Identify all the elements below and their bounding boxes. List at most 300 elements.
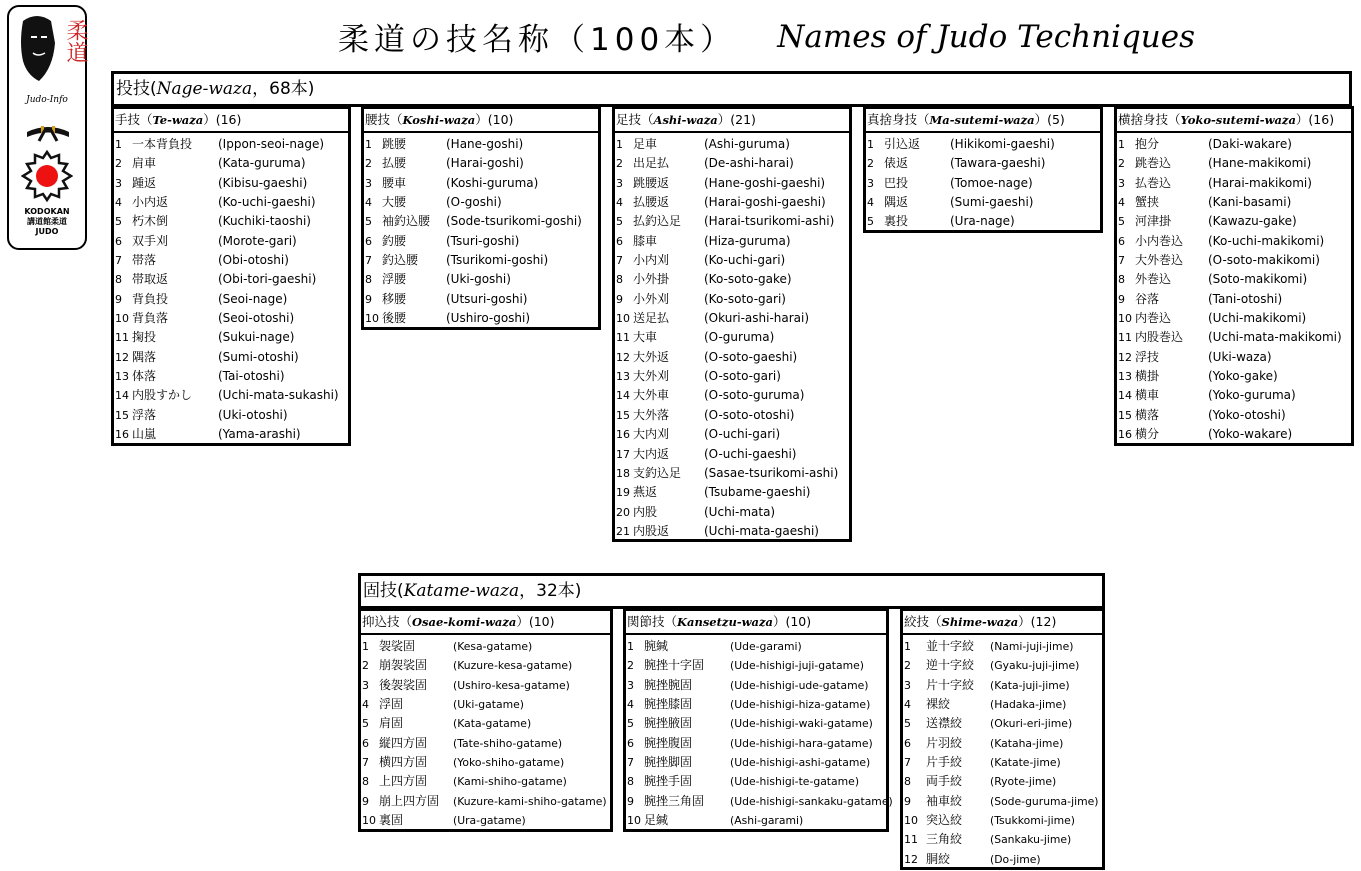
technique-number: 8: [627, 775, 634, 789]
technique-row: [364, 135, 598, 154]
technique-name-romaji: (O-soto-makikomi): [1208, 253, 1320, 268]
technique-name-jp: 横四方固: [379, 755, 428, 770]
technique-row: [1117, 270, 1351, 289]
technique-name-romaji: (Ude-garami): [730, 640, 802, 653]
technique-name-romaji: (Seoi-otoshi): [218, 311, 295, 326]
technique-name-romaji: (Ude-hishigi-ashi-gatame): [730, 756, 871, 770]
technique-group: [863, 106, 1103, 233]
technique-name-jp: 釣込腰: [382, 253, 419, 268]
technique-number: 9: [1118, 292, 1125, 306]
technique-row: [615, 503, 849, 522]
technique-name-romaji: (Uki-goshi): [446, 272, 511, 287]
technique-number: 15: [1118, 408, 1132, 422]
technique-group-heading: [615, 109, 849, 133]
technique-row: [114, 328, 348, 347]
technique-name-romaji: (Uki-waza): [1208, 349, 1272, 364]
technique-number: 4: [1118, 196, 1125, 210]
technique-name-jp: 巴投: [884, 175, 909, 190]
technique-row: [114, 290, 348, 309]
technique-number: 4: [616, 196, 623, 210]
technique-row: [615, 445, 849, 464]
technique-name-romaji: (O-goshi): [446, 195, 502, 210]
technique-name-jp: 大外巻込: [1135, 253, 1184, 268]
technique-number: 11: [115, 331, 129, 345]
section-heading-count: ，68本): [252, 79, 315, 99]
technique-name-jp: 突込絞: [926, 813, 963, 828]
technique-name-romaji: (Kataha-jime): [990, 736, 1064, 750]
technique-name-romaji: (Uchi-makikomi): [1208, 311, 1307, 326]
technique-name-jp: 引込返: [884, 137, 921, 151]
group-heading-jp: 抑込技（: [362, 614, 413, 629]
logo-org-kanji: 講道館柔道: [27, 217, 67, 226]
technique-name-jp: 横分: [1135, 427, 1160, 442]
technique-number: 9: [115, 292, 122, 306]
group-heading-jp: 絞技（: [904, 614, 942, 629]
technique-name-romaji: (Kani-basami): [1208, 195, 1292, 210]
technique-name-romaji: (Obi-tori-gaeshi): [218, 272, 317, 287]
group-heading-count: ）(16): [1295, 112, 1335, 127]
technique-number: 2: [616, 157, 623, 171]
technique-number: 10: [616, 312, 630, 326]
technique-number: 4: [904, 698, 911, 712]
technique-number: 2: [115, 157, 122, 171]
technique-name-romaji: (Ude-hishigi-hiza-gatame): [730, 698, 871, 712]
technique-name-jp: 燕返: [633, 485, 658, 500]
technique-name-romaji: (Harai-makikomi): [1208, 175, 1312, 190]
technique-name-jp: 帯落: [132, 253, 157, 268]
technique-name-romaji: (Hiza-guruma): [704, 233, 791, 248]
technique-row: [615, 154, 849, 173]
technique-row: [1117, 348, 1351, 367]
technique-row: [1117, 154, 1351, 173]
technique-number: 11: [1118, 331, 1132, 345]
technique-name-jp: 一本背負投: [132, 137, 193, 151]
technique-name-jp: 跳腰: [382, 137, 407, 151]
technique-row: [361, 637, 610, 656]
technique-name-romaji: (Ko-soto-gake): [704, 272, 792, 287]
technique-name-romaji: (O-guruma): [704, 330, 775, 345]
technique-row: [114, 309, 348, 328]
technique-name-jp: 逆十字絞: [926, 658, 975, 673]
technique-row: [364, 174, 598, 193]
technique-group-heading: [866, 109, 1100, 133]
technique-name-romaji: (Uchi-mata-makikomi): [1208, 330, 1342, 345]
technique-number: 12: [1118, 350, 1132, 364]
technique-name-jp: 胴絞: [926, 851, 951, 866]
technique-name-jp: 朽木倒: [132, 214, 169, 229]
technique-number: 6: [1118, 234, 1125, 248]
technique-name-jp: 内股巻込: [1135, 330, 1184, 345]
technique-row: [626, 656, 886, 675]
technique-name-romaji: (Hadaka-jime): [990, 698, 1067, 712]
technique-name-jp: 腕挫腹固: [644, 735, 693, 750]
technique-group: [900, 608, 1105, 870]
technique-row: [114, 193, 348, 212]
nage-waza-section: [111, 71, 1352, 107]
logo-org-name: KODOKAN: [24, 207, 70, 216]
technique-number: 6: [362, 736, 369, 750]
group-heading-count: ）(12): [1018, 614, 1057, 629]
technique-name-romaji: (Hane-makikomi): [1208, 156, 1312, 171]
technique-number: 4: [115, 196, 122, 210]
technique-number: 16: [1118, 428, 1132, 442]
technique-name-romaji: (Ude-hishigi-juji-gatame): [730, 659, 864, 673]
technique-number: 3: [362, 678, 369, 692]
technique-name-jp: 背負投: [132, 291, 169, 306]
technique-name-jp: 縦四方固: [379, 735, 428, 750]
technique-number: 6: [904, 736, 911, 750]
technique-number: 5: [1118, 215, 1125, 229]
technique-name-jp: 浮固: [379, 697, 404, 712]
technique-number: 13: [1118, 370, 1132, 384]
technique-row: [903, 830, 1102, 849]
technique-number: 9: [365, 292, 372, 306]
technique-number: 2: [867, 157, 874, 171]
technique-row: [626, 637, 886, 656]
technique-number: 1: [616, 138, 623, 151]
technique-name-jp: 片十字絞: [926, 677, 975, 692]
technique-row: [364, 270, 598, 289]
technique-name-jp: 両手絞: [926, 774, 963, 789]
technique-name-romaji: (Yoko-guruma): [1208, 388, 1296, 403]
technique-number: 4: [362, 698, 369, 712]
technique-row: [1117, 174, 1351, 193]
technique-row: [615, 290, 849, 309]
technique-name-romaji: (Kibisu-gaeshi): [218, 175, 308, 190]
technique-number: 5: [362, 717, 369, 731]
technique-number: 3: [627, 678, 634, 692]
technique-name-romaji: (Sankaku-jime): [990, 833, 1072, 847]
technique-name-jp: 浮腰: [382, 272, 407, 287]
technique-name-romaji: (Sode-guruma-jime): [990, 794, 1099, 808]
technique-row: [1117, 386, 1351, 405]
group-heading-jp: 関節技（: [627, 614, 678, 629]
page-title: [338, 14, 1195, 64]
technique-row: [114, 367, 348, 386]
technique-number: 11: [904, 833, 918, 847]
group-heading-roman: Ashi-waza: [653, 113, 718, 127]
technique-name-romaji: (Okuri-eri-jime): [990, 717, 1073, 731]
technique-row: [626, 734, 886, 753]
technique-name-jp: 裏投: [884, 214, 909, 229]
technique-name-jp: 払腰: [382, 156, 407, 171]
technique-number: 1: [867, 138, 874, 151]
technique-row: [361, 811, 610, 830]
technique-name-romaji: (Hane-goshi-gaeshi): [704, 175, 826, 190]
technique-name-romaji: (Do-jime): [990, 852, 1041, 866]
technique-name-romaji: (Ura-gatame): [453, 814, 526, 828]
technique-number: 8: [904, 775, 911, 789]
technique-number: 6: [115, 234, 122, 248]
technique-number: 2: [365, 157, 372, 171]
technique-row: [615, 328, 849, 347]
technique-name-jp: 大車: [633, 330, 658, 345]
technique-number: 10: [365, 312, 379, 326]
technique-name-romaji: (Uchi-mata): [704, 504, 776, 519]
technique-name-romaji: (Tate-shiho-gatame): [453, 736, 563, 750]
technique-row: [1117, 135, 1351, 154]
logo-org-judo: JUDO: [35, 227, 59, 236]
technique-name-romaji: (Ura-nage): [950, 214, 1015, 229]
technique-name-jp: 並十字絞: [926, 639, 975, 653]
technique-name-romaji: (Yoko-wakare): [1208, 427, 1293, 442]
technique-name-romaji: (Tai-otoshi): [218, 369, 285, 384]
technique-name-romaji: (Gyaku-juji-jime): [990, 659, 1080, 673]
technique-name-jp: 大腰: [382, 195, 407, 210]
technique-number: 9: [616, 292, 623, 306]
technique-row: [866, 154, 1100, 173]
technique-number: 5: [627, 717, 634, 731]
technique-number: 1: [362, 640, 369, 653]
technique-row: [615, 135, 849, 154]
technique-row: [903, 656, 1102, 675]
technique-number: 7: [616, 254, 623, 268]
technique-row: [364, 309, 598, 328]
technique-name-romaji: (Kuzure-kesa-gatame): [453, 659, 573, 673]
technique-number: 7: [904, 756, 911, 770]
technique-name-romaji: (Sumi-gaeshi): [950, 195, 1034, 210]
group-heading-count: ）(21): [717, 112, 756, 127]
technique-row: [626, 676, 886, 695]
technique-number: 21: [616, 524, 630, 538]
technique-row: [626, 753, 886, 772]
technique-number: 4: [867, 196, 874, 210]
technique-group-heading: [114, 109, 348, 133]
technique-row: [903, 734, 1102, 753]
technique-name-jp: 谷落: [1135, 291, 1160, 306]
technique-group: [361, 106, 601, 330]
technique-name-romaji: (Soto-makikomi): [1208, 272, 1308, 287]
technique-name-jp: 浮落: [132, 407, 157, 422]
technique-row: [866, 193, 1100, 212]
technique-name-romaji: (O-soto-gari): [704, 369, 781, 384]
technique-row: [615, 270, 849, 289]
technique-row: [615, 425, 849, 444]
technique-name-romaji: (Ushiro-kesa-gatame): [453, 678, 570, 692]
technique-number: 8: [616, 273, 623, 287]
technique-number: 5: [115, 215, 122, 229]
technique-row: [903, 850, 1102, 869]
technique-name-romaji: (Ko-uchi-makikomi): [1208, 233, 1325, 248]
group-heading-roman: Te-waza: [152, 113, 204, 127]
technique-group-heading: [626, 611, 886, 635]
technique-name-jp: 小内返: [132, 195, 169, 210]
technique-number: 10: [627, 814, 641, 828]
page-title-en: Names of Judo Techniques: [777, 18, 1196, 55]
technique-name-jp: 腕挫腕固: [644, 677, 693, 692]
technique-name-romaji: (Tsubame-gaeshi): [704, 485, 811, 500]
technique-name-jp: 体落: [132, 369, 157, 384]
technique-number: 8: [362, 775, 369, 789]
technique-row: [903, 676, 1102, 695]
technique-row: [361, 772, 610, 791]
technique-name-jp: 移腰: [382, 291, 407, 306]
technique-name-jp: 河津掛: [1135, 214, 1172, 229]
technique-row: [1117, 367, 1351, 386]
technique-name-romaji: (Uki-gatame): [453, 698, 524, 712]
technique-name-jp: 大外車: [633, 388, 670, 403]
technique-name-jp: 払釣込足: [633, 214, 682, 229]
technique-name-romaji: (Uki-otoshi): [218, 407, 288, 422]
technique-group-heading: [361, 611, 610, 635]
technique-number: 7: [115, 254, 122, 268]
founder-portrait-icon: [17, 13, 59, 85]
technique-name-jp: 背負落: [132, 311, 169, 326]
technique-row: [1117, 309, 1351, 328]
technique-name-jp: 出足払: [633, 156, 670, 171]
technique-number: 18: [616, 466, 630, 480]
technique-number: 5: [867, 215, 874, 229]
technique-name-jp: 崩袈裟固: [379, 658, 428, 673]
technique-row: [903, 811, 1102, 830]
technique-number: 16: [115, 428, 129, 442]
technique-row: [615, 406, 849, 425]
logo-caption: Judo-Info: [26, 95, 68, 105]
technique-name-jp: 横車: [1135, 388, 1160, 403]
katame-waza-section: [358, 573, 1105, 609]
technique-row: [364, 154, 598, 173]
technique-number: 8: [1118, 273, 1125, 287]
technique-row: [866, 212, 1100, 231]
technique-row: [114, 232, 348, 251]
technique-name-jp: 踵返: [132, 175, 157, 190]
technique-name-jp: 膝車: [633, 233, 658, 248]
technique-number: 12: [115, 350, 129, 364]
technique-row: [364, 251, 598, 270]
technique-name-romaji: (Tsuri-goshi): [446, 233, 520, 248]
technique-name-jp: 釣腰: [382, 233, 407, 248]
technique-number: 1: [365, 138, 372, 151]
group-heading-count: ）(16): [203, 112, 242, 127]
technique-name-romaji: (Harai-goshi-gaeshi): [704, 195, 826, 210]
technique-number: 1: [115, 138, 122, 151]
technique-number: 14: [1118, 389, 1132, 403]
technique-name-romaji: (Nami-juji-jime): [990, 640, 1074, 653]
kodokan-logo: [7, 5, 87, 250]
technique-name-romaji: (Okuri-ashi-harai): [704, 311, 810, 326]
technique-row: [866, 174, 1100, 193]
technique-name-romaji: (Ko-soto-gari): [704, 291, 786, 306]
technique-number: 8: [365, 273, 372, 287]
technique-name-romaji: (O-uchi-gaeshi): [704, 446, 797, 461]
technique-number: 17: [616, 447, 630, 461]
technique-name-jp: 横掛: [1135, 369, 1160, 384]
technique-number: 20: [616, 505, 630, 519]
technique-name-jp: 小外掛: [633, 272, 670, 287]
technique-name-jp: 支釣込足: [633, 465, 682, 480]
technique-row: [114, 406, 348, 425]
technique-number: 16: [616, 428, 630, 442]
technique-row: [114, 348, 348, 367]
technique-row: [361, 714, 610, 733]
group-heading-jp: 腰技（: [365, 112, 403, 127]
section-heading-jp: 投技(: [116, 79, 157, 99]
technique-name-jp: 裏固: [379, 813, 404, 828]
technique-row: [903, 772, 1102, 791]
technique-name-jp: 横落: [1135, 407, 1160, 422]
technique-name-romaji: (Harai-tsurikomi-ashi): [704, 214, 835, 229]
technique-row: [626, 811, 886, 830]
technique-name-jp: 大外返: [633, 349, 670, 364]
technique-name-romaji: (Sode-tsurikomi-goshi): [446, 214, 582, 229]
technique-name-romaji: (Kata-gatame): [453, 717, 532, 731]
technique-name-jp: 肩車: [132, 156, 157, 171]
technique-name-jp: 袖釣込腰: [382, 214, 431, 229]
technique-row: [114, 386, 348, 405]
technique-number: 10: [362, 814, 376, 828]
technique-row: [615, 193, 849, 212]
technique-row: [615, 367, 849, 386]
technique-number: 12: [904, 852, 918, 866]
technique-name-jp: 小内刈: [633, 253, 670, 268]
technique-name-jp: 内股すかし: [132, 388, 193, 403]
technique-name-romaji: (Ude-hishigi-sankaku-gatame): [730, 794, 893, 808]
technique-name-romaji: (O-uchi-gari): [704, 427, 781, 442]
technique-name-romaji: (O-soto-guruma): [704, 388, 805, 403]
technique-row: [903, 792, 1102, 811]
technique-number: 3: [867, 176, 874, 190]
technique-number: 13: [115, 370, 129, 384]
technique-name-jp: 腕挫腋固: [644, 716, 693, 731]
technique-group: [1114, 106, 1354, 446]
technique-number: 1: [904, 640, 911, 653]
technique-number: 3: [115, 176, 122, 190]
technique-name-jp: 払腰返: [633, 195, 670, 210]
technique-row: [114, 154, 348, 173]
technique-number: 1: [1118, 138, 1125, 151]
technique-row: [1117, 328, 1351, 347]
group-heading-count: ）(10): [516, 614, 555, 629]
technique-row: [361, 792, 610, 811]
section-heading-roman: Katame-waza: [403, 581, 520, 601]
technique-row: [903, 695, 1102, 714]
section-heading-roman: Nage-waza: [156, 79, 253, 99]
technique-row: [361, 676, 610, 695]
technique-number: 2: [1118, 157, 1125, 171]
technique-name-jp: 俵返: [884, 156, 909, 171]
technique-name-jp: 上四方固: [379, 774, 428, 789]
technique-name-jp: 帯取返: [132, 272, 169, 287]
technique-name-jp: 山嵐: [132, 427, 157, 442]
technique-name-jp: 払巻込: [1135, 175, 1172, 190]
technique-number: 8: [115, 273, 122, 287]
technique-name-romaji: (Ko-uchi-gari): [704, 253, 786, 268]
technique-number: 6: [627, 736, 634, 750]
technique-row: [903, 753, 1102, 772]
technique-number: 5: [904, 717, 911, 731]
group-heading-jp: 横捨身技（: [1118, 112, 1181, 127]
technique-name-romaji: (Ude-hishigi-te-gatame): [730, 775, 860, 789]
technique-name-romaji: (Ippon-seoi-nage): [218, 137, 325, 151]
technique-row: [615, 212, 849, 231]
technique-number: 15: [115, 408, 129, 422]
technique-name-romaji: (Yoko-shiho-gatame): [453, 756, 565, 770]
technique-name-romaji: (Kesa-gatame): [453, 640, 533, 653]
technique-name-romaji: (Tani-otoshi): [1208, 291, 1283, 306]
technique-name-jp: 大内返: [633, 446, 670, 461]
section-heading: [114, 74, 314, 104]
technique-name-romaji: (Yoko-otoshi): [1208, 407, 1286, 422]
technique-name-jp: 腕挫三角固: [644, 793, 705, 808]
technique-name-jp: 袖車絞: [926, 793, 963, 808]
technique-name-romaji: (Tsukkomi-jime): [990, 814, 1075, 828]
technique-row: [615, 309, 849, 328]
technique-name-jp: 片羽絞: [926, 735, 963, 750]
technique-name-romaji: (Tsurikomi-goshi): [446, 253, 549, 268]
technique-name-romaji: (Ude-hishigi-ude-gatame): [730, 678, 869, 692]
technique-name-romaji: (Kata-guruma): [218, 156, 306, 171]
technique-number: 7: [1118, 254, 1125, 268]
